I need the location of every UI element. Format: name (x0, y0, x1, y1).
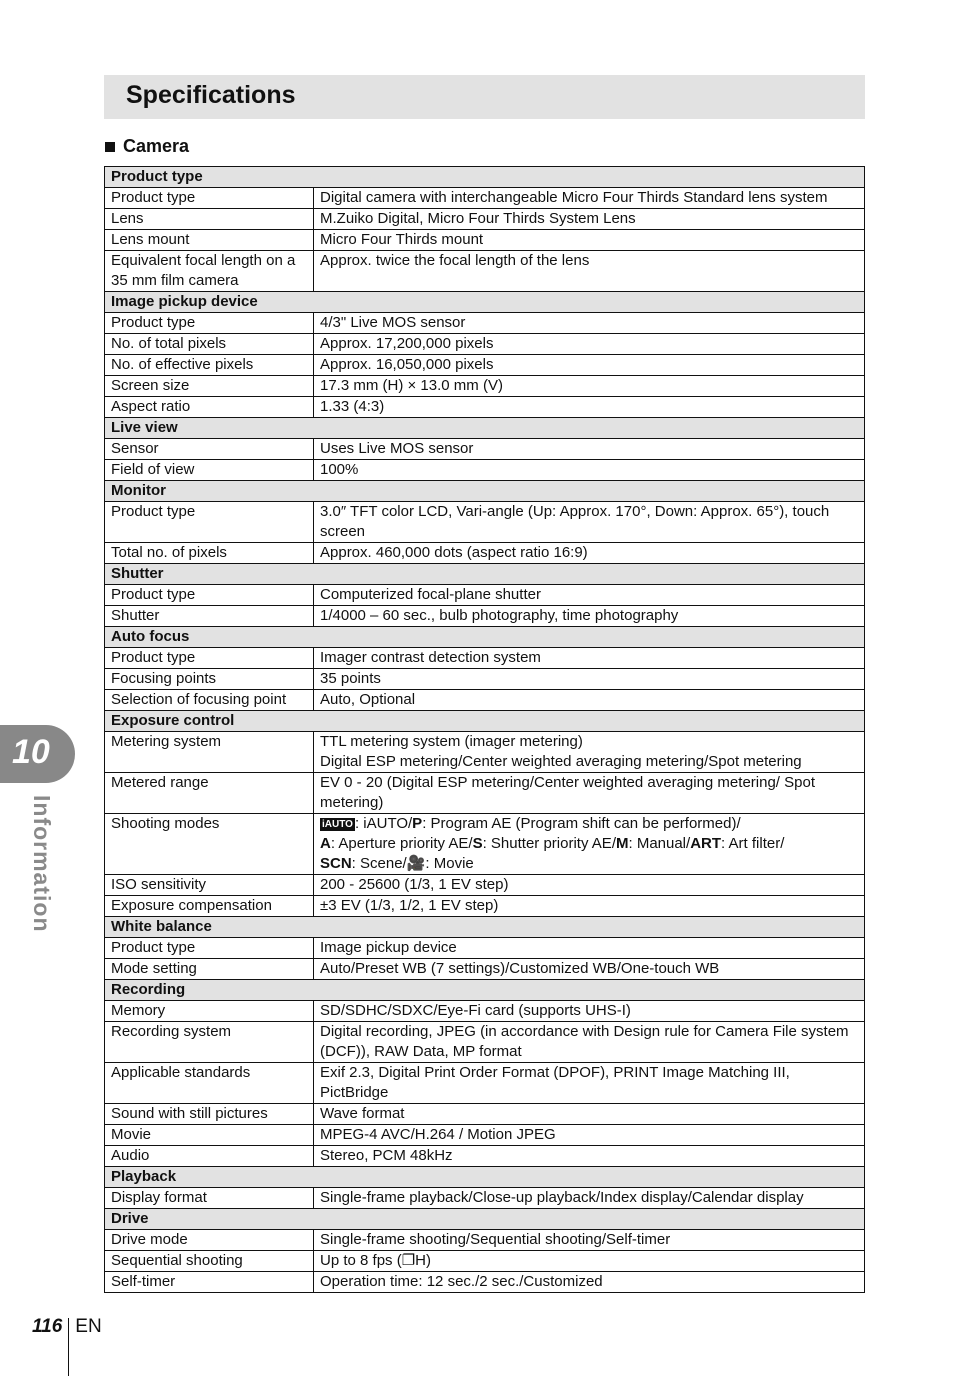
spec-value: 1/4000 – 60 sec., bulb photography, time photography (314, 606, 865, 627)
spec-value: Imager contrast detection system (314, 648, 865, 669)
spec-row (105, 896, 865, 917)
spec-value: Single-frame shooting/Sequential shooting/Self-timer (314, 1230, 865, 1251)
spec-key: Product type (105, 502, 314, 543)
spec-key: Exposure compensation (105, 896, 314, 917)
spec-key: Audio (105, 1146, 314, 1167)
spec-key: Sensor (105, 439, 314, 460)
spec-key: Lens mount (105, 230, 314, 251)
page-title: Specifications (126, 81, 296, 109)
spec-value: 200 - 25600 (1/3, 1 EV step) (314, 875, 865, 896)
spec-key: Lens (105, 209, 314, 230)
spec-row (105, 334, 865, 355)
shutter-mode-icon: S (472, 835, 483, 852)
spec-row (105, 1022, 865, 1063)
scene-mode-icon: SCN (320, 855, 352, 872)
spec-key: Product type (105, 313, 314, 334)
spec-key: No. of total pixels (105, 334, 314, 355)
spec-key: Product type (105, 938, 314, 959)
spec-value: EV 0 - 20 (Digital ESP metering/Center weighted averaging metering/ Spot metering) (314, 773, 865, 814)
spec-value: 1.33 (4:3) (314, 397, 865, 418)
group-title: Shutter (105, 564, 865, 585)
page-footer (32, 1298, 102, 1356)
group-title: Auto focus (105, 627, 865, 648)
spec-key: Metered range (105, 773, 314, 814)
spec-row (105, 1063, 865, 1104)
manual-mode-icon: M (615, 835, 629, 852)
group-title: Recording (105, 980, 865, 1001)
spec-key: Movie (105, 1125, 314, 1146)
spec-row (105, 1251, 865, 1272)
spec-key: Product type (105, 585, 314, 606)
spec-value: ±3 EV (1/3, 1/2, 1 EV step) (314, 896, 865, 917)
spec-value: Stereo, PCM 48kHz (314, 1146, 865, 1167)
spec-value: Micro Four Thirds mount (314, 230, 865, 251)
group-title: Product type (105, 167, 865, 188)
spec-row (105, 397, 865, 418)
group-header-row (105, 1209, 865, 1230)
mode-text: : Program AE (Program shift can be performed)/ (422, 815, 741, 832)
spec-value: 4/3" Live MOS sensor (314, 313, 865, 334)
spec-value: M.Zuiko Digital, Micro Four Thirds System Lens (314, 209, 865, 230)
spec-row (105, 1230, 865, 1251)
square-bullet-icon (105, 142, 115, 152)
spec-key: No. of effective pixels (105, 355, 314, 376)
spec-value: Approx. 460,000 dots (aspect ratio 16:9) (314, 543, 865, 564)
spec-value: Exif 2.3, Digital Print Order Format (DPOF), PRINT Image Matching III, PictBridge (314, 1063, 865, 1104)
spec-value: TTL metering system (imager metering) Digital ESP metering/Center weighted averaging metering/Spot metering (314, 732, 865, 773)
spec-key: Applicable standards (105, 1063, 314, 1104)
spec-table (104, 166, 865, 1293)
spec-row (105, 690, 865, 711)
spec-value: 100% (314, 460, 865, 481)
group-title: Monitor (105, 481, 865, 502)
spec-row (105, 543, 865, 564)
mode-text: : Art filter/ (721, 835, 785, 852)
page-number: 116 (32, 1316, 63, 1337)
spec-key: Display format (105, 1188, 314, 1209)
mode-text: : Manual/ (628, 835, 691, 852)
group-title: Exposure control (105, 711, 865, 732)
spec-value: Single-frame playback/Close-up playback/Index display/Calendar display (314, 1188, 865, 1209)
mode-text: : iAUTO/ (354, 815, 413, 832)
spec-value: SD/SDHC/SDXC/Eye-Fi card (supports UHS-I) (314, 1001, 865, 1022)
spec-key: ISO sensitivity (105, 875, 314, 896)
group-header-row (105, 1167, 865, 1188)
section-title: Camera (123, 136, 190, 156)
spec-value: Digital camera with interchangeable Micro Four Thirds Standard lens system (314, 188, 865, 209)
spec-row (105, 1188, 865, 1209)
spec-value: Auto, Optional (314, 690, 865, 711)
group-header-row (105, 167, 865, 188)
spec-row (105, 188, 865, 209)
spec-row (105, 376, 865, 397)
spec-row (105, 875, 865, 896)
spec-key: Product type (105, 188, 314, 209)
group-header-row (105, 627, 865, 648)
spec-row (105, 502, 865, 543)
spec-value: 17.3 mm (H) × 13.0 mm (V) (314, 376, 865, 397)
group-header-row (105, 481, 865, 502)
spec-row (105, 669, 865, 690)
spec-value: Digital recording, JPEG (in accordance with Design rule for Camera File system (DCF)), RAW Data, MP format (314, 1022, 865, 1063)
spec-row (105, 814, 865, 875)
spec-row (105, 773, 865, 814)
spec-value: Approx. 17,200,000 pixels (314, 334, 865, 355)
spec-key: Screen size (105, 376, 314, 397)
spec-value: MPEG-4 AVC/H.264 / Motion JPEG (314, 1125, 865, 1146)
spec-value: Computerized focal-plane shutter (314, 585, 865, 606)
group-title: Image pickup device (105, 292, 865, 313)
spec-value: Auto/Preset WB (7 settings)/Customized WB/One-touch WB (314, 959, 865, 980)
spec-key: Mode setting (105, 959, 314, 980)
group-title: Drive (105, 1209, 865, 1230)
spec-value: Up to 8 fps (❐H) (314, 1251, 865, 1272)
spec-value: Approx. twice the focal length of the lens (314, 251, 865, 292)
spec-row (105, 606, 865, 627)
spec-value: 3.0″ TFT color LCD, Vari-angle (Up: Approx. 170°, Down: Approx. 65°), touch screen (314, 502, 865, 543)
spec-key: Self-timer (105, 1272, 314, 1293)
title-bar (104, 75, 865, 119)
spec-key: Shutter (105, 606, 314, 627)
group-header-row (105, 564, 865, 585)
group-title: White balance (105, 917, 865, 938)
chapter-number: 10 (12, 733, 50, 771)
spec-key: Total no. of pixels (105, 543, 314, 564)
mode-text: : Aperture priority AE/ (330, 835, 473, 852)
spec-row (105, 585, 865, 606)
group-header-row (105, 917, 865, 938)
chapter-label: Information (29, 795, 55, 933)
spec-row (105, 1125, 865, 1146)
spec-value: Operation time: 12 sec./2 sec./Customized (314, 1272, 865, 1293)
language-code: EN (75, 1316, 102, 1337)
program-mode-icon: P (412, 815, 423, 832)
spec-row (105, 648, 865, 669)
group-title: Playback (105, 1167, 865, 1188)
mode-text: : Movie (425, 855, 474, 872)
mode-text: : Shutter priority AE/ (482, 835, 616, 852)
spec-row (105, 938, 865, 959)
spec-key: Sound with still pictures (105, 1104, 314, 1125)
spec-value: Image pickup device (314, 938, 865, 959)
aperture-mode-icon: A (320, 835, 331, 852)
spec-key: Aspect ratio (105, 397, 314, 418)
spec-key: Memory (105, 1001, 314, 1022)
spec-key: Product type (105, 648, 314, 669)
spec-row (105, 230, 865, 251)
group-header-row (105, 711, 865, 732)
spec-key: Drive mode (105, 1230, 314, 1251)
spec-key: Equivalent focal length on a 35 mm film camera (105, 251, 314, 292)
spec-key: Field of view (105, 460, 314, 481)
spec-row (105, 209, 865, 230)
spec-row (105, 313, 865, 334)
chapter-tab (0, 725, 75, 783)
group-title: Live view (105, 418, 865, 439)
spec-key: Sequential shooting (105, 1251, 314, 1272)
spec-row (105, 1104, 865, 1125)
spec-key: Selection of focusing point (105, 690, 314, 711)
spec-row (105, 1272, 865, 1293)
spec-value: 35 points (314, 669, 865, 690)
iauto-mode-icon: iAUTO (322, 819, 353, 830)
spec-row (105, 460, 865, 481)
group-header-row (105, 292, 865, 313)
spec-value: Wave format (314, 1104, 865, 1125)
group-header-row (105, 418, 865, 439)
mode-text: : Scene/ (351, 855, 407, 872)
art-mode-icon: ART (690, 835, 722, 852)
spec-key: Metering system (105, 732, 314, 773)
spec-row (105, 251, 865, 292)
spec-key: Shooting modes (105, 814, 314, 875)
spec-value (314, 814, 865, 875)
spec-key: Focusing points (105, 669, 314, 690)
movie-mode-icon: 🎥 (406, 855, 426, 872)
footer-divider (68, 1318, 69, 1376)
spec-value: Uses Live MOS sensor (314, 439, 865, 460)
section-heading (105, 136, 189, 157)
spec-row (105, 732, 865, 773)
spec-row (105, 959, 865, 980)
spec-value: Approx. 16,050,000 pixels (314, 355, 865, 376)
spec-row (105, 355, 865, 376)
spec-row (105, 1146, 865, 1167)
group-header-row (105, 980, 865, 1001)
spec-row (105, 1001, 865, 1022)
spec-key: Recording system (105, 1022, 314, 1063)
spec-row (105, 439, 865, 460)
